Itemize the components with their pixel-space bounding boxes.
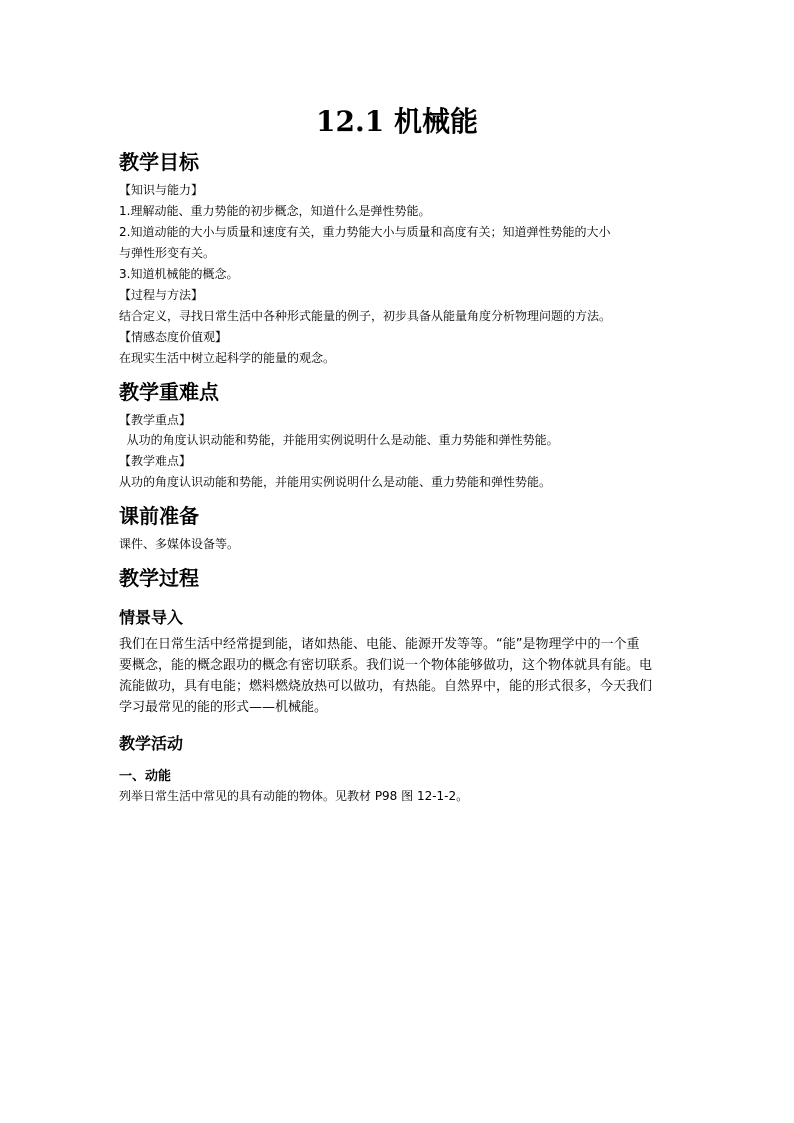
intro-paragraph <box>119 634 699 718</box>
intro-heading: 情景导入 <box>119 608 184 627</box>
preparation-heading: 课前准备 <box>119 504 199 528</box>
objective-item-3: 3.知道机械能的概念。 <box>119 267 239 281</box>
attitude-text: 在现实生活中树立起科学的能量的观念。 <box>119 351 336 365</box>
kinetic-energy-text: 列举日常生活中常见的具有动能的物体。见教材 P98 图 12-1-2。 <box>119 789 469 803</box>
process-method-label: 【过程与方法】 <box>119 288 204 302</box>
intro-line: 学习最常见的能的形式——机械能。 <box>119 700 328 715</box>
process-heading: 教学过程 <box>119 566 199 590</box>
focus-label: 【教学重点】 <box>119 413 192 427</box>
activity-heading: 教学活动 <box>119 734 184 753</box>
kinetic-energy-heading: 一、动能 <box>119 769 172 784</box>
intro-line: 我们在日常生活中经常提到能，诸如热能、电能、能源开发等等。“能”是物理学中的一个重 <box>119 637 640 652</box>
knowledge-label: 【知识与能力】 <box>119 183 204 197</box>
objective-item-2-line-1: 2.知道动能的大小与质量和速度有关，重力势能大小与质量和高度有关；知道弹性势能的大小 <box>119 225 611 239</box>
objective-item-1: 1.理解动能、重力势能的初步概念，知道什么是弹性势能。 <box>119 204 431 218</box>
intro-line: 流能做功，具有电能；燃料燃烧放热可以做功，有热能。自然界中，能的形式很多，今天我们 <box>119 679 653 694</box>
difficulty-label: 【教学难点】 <box>119 454 192 468</box>
attitude-label: 【情感态度价值观】 <box>119 330 228 344</box>
difficulty-text: 从功的角度认识动能和势能，并能用实例说明什么是动能、重力势能和弹性势能。 <box>119 475 552 489</box>
focus-text: 从功的角度认识动能和势能，并能用实例说明什么是动能、重力势能和弹性势能。 <box>119 433 559 447</box>
preparation-text: 课件、多媒体设备等。 <box>119 537 240 551</box>
process-method-text: 结合定义，寻找日常生活中各种形式能量的例子，初步具备从能量角度分析物理问题的方法。 <box>119 309 612 323</box>
objectives-heading: 教学目标 <box>119 150 199 174</box>
intro-line: 要概念，能的概念跟功的概念有密切联系。我们说一个物体能够做功，这个物体就具有能。电 <box>119 658 653 673</box>
key-points-heading: 教学重难点 <box>119 380 219 404</box>
objective-item-2-line-2: 与弹性形变有关。 <box>119 246 216 260</box>
page-title: 12.1 机械能 <box>316 105 478 138</box>
